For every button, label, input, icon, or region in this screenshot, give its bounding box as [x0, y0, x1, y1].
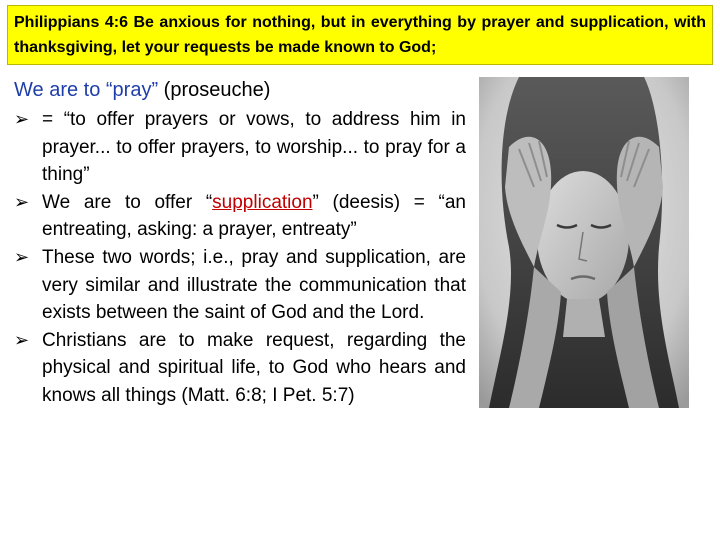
- intro-line: [14, 78, 466, 103]
- arrow-bullet-icon: ➢: [14, 109, 30, 130]
- list-item: [14, 106, 466, 189]
- bullet-text: These two words; i.e., pray and supplication, are very similar and illustrate the communication that exists between the saint of God and the Lord.: [42, 246, 466, 324]
- main-content: [14, 78, 466, 410]
- bullet-text-end: ” (deesis) = “an entreating, asking: a prayer, entreaty”: [42, 191, 466, 241]
- verse-banner: [7, 5, 713, 65]
- verse-text: Philippians 4:6 Be anxious for nothing, but in everything by prayer and supplication, with thanksgiving, let your requests be made known to God;: [14, 14, 706, 56]
- arrow-bullet-icon: ➢: [14, 246, 30, 268]
- list-item: [14, 244, 466, 327]
- photo-illustration: [479, 77, 689, 408]
- bullet-text: = “to offer prayers or vows, to address him in prayer... to offer prayers, to worship... to pray for a thing”: [42, 109, 466, 186]
- list-item: [14, 189, 466, 244]
- intro-greek: (proseuche): [158, 79, 271, 101]
- intro-lead: We are to “pray”: [14, 79, 159, 101]
- supplication-link: supplication: [212, 191, 313, 213]
- arrow-bullet-icon: ➢: [14, 329, 30, 351]
- distressed-woman-photo: [479, 77, 689, 408]
- bullet-text-start: We are to offer “: [42, 191, 213, 213]
- bullet-text: Christians are to make request, regarding the physical and spiritual life, to God who hears and knows all things (Matt. 6:8; I Pet. 5:7): [42, 329, 466, 406]
- arrow-bullet-icon: ➢: [14, 191, 30, 213]
- bullet-list: [14, 106, 466, 410]
- list-item: [14, 327, 466, 410]
